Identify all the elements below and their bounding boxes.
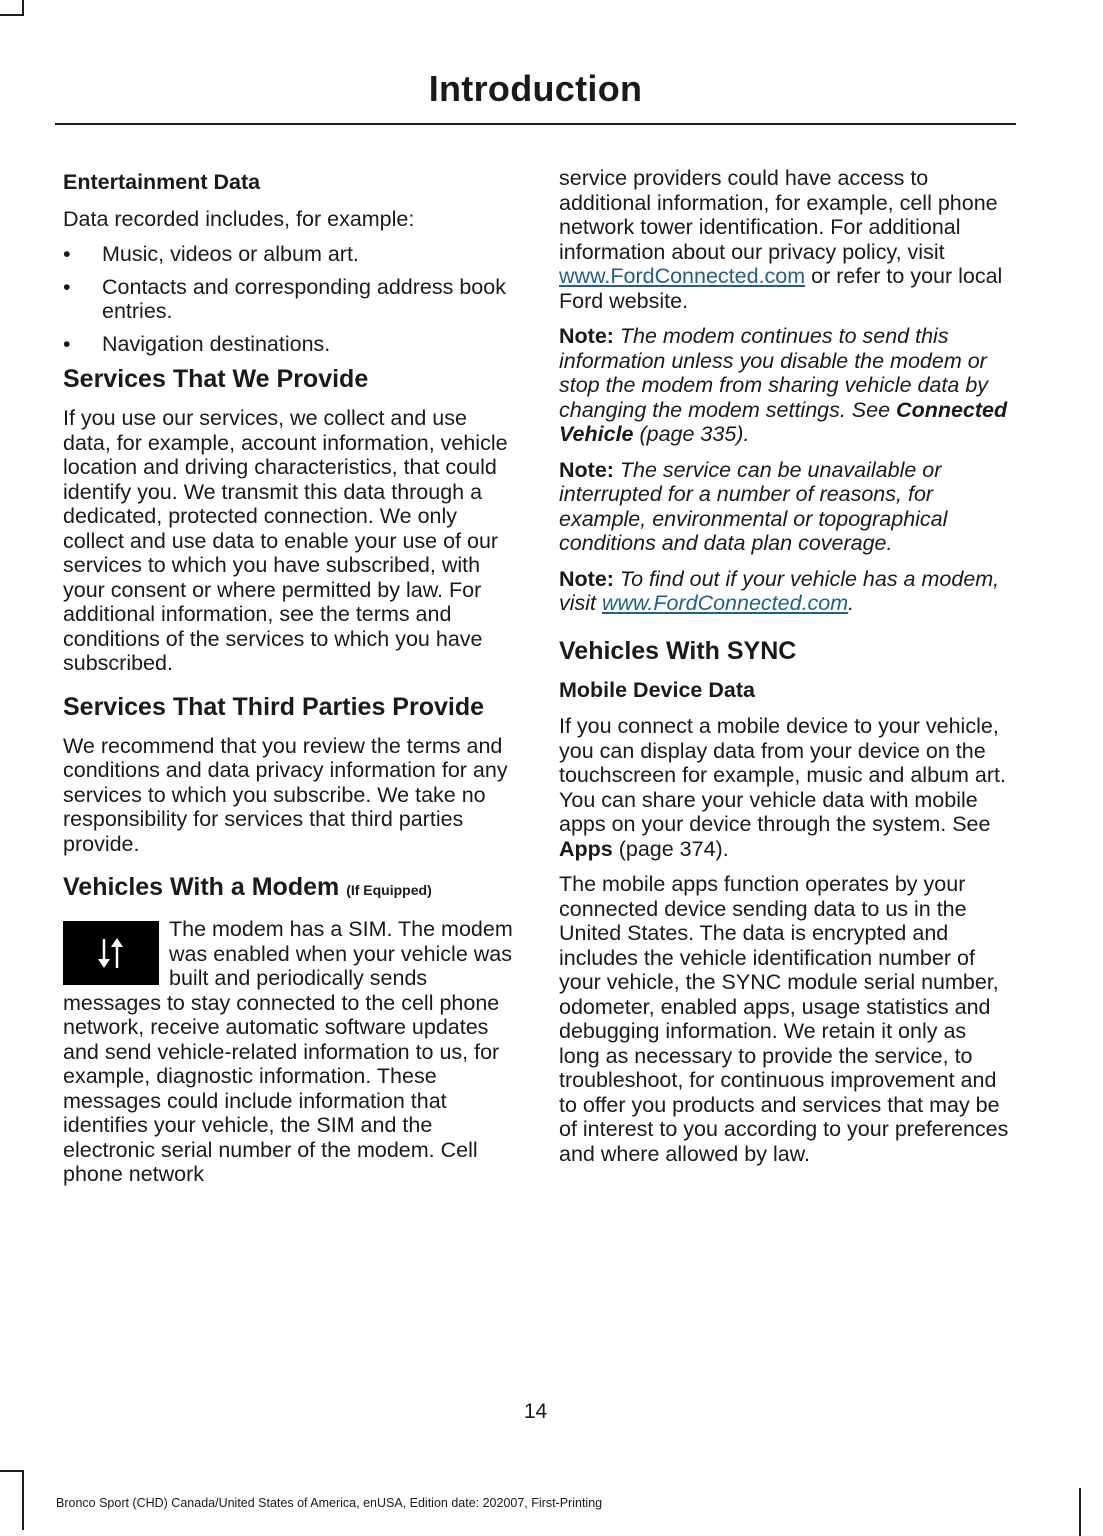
ford-connected-link[interactable]: www.FordConnected.com	[602, 591, 849, 615]
crop-mark-bottom-left-vertical	[22, 1470, 24, 1530]
ford-connected-link[interactable]: www.FordConnected.com	[559, 264, 806, 288]
note-modem-continues: Note: The modem continues to send this information unless you disable the modem or stop the modem from sharing vehicle data by changing the modem settings. See Connected Vehicle (page 335).	[559, 324, 1008, 446]
note-label: Note:	[559, 324, 614, 348]
entertainment-data-heading: Entertainment Data	[63, 170, 261, 194]
note-label: Note:	[559, 457, 614, 482]
crop-mark-bottom-left-horizontal	[0, 1470, 24, 1472]
page-number: 14	[523, 1400, 548, 1423]
title-divider	[55, 123, 1016, 125]
bullet-icon: •	[63, 242, 71, 266]
modem-body-continued: service providers could have access to additional information, for example, cell phone network tower identification. For additional information about our privacy policy, visit www.FordConnected.com or refer to your local Ford website.	[559, 166, 1003, 313]
third-parties-body: We recommend that you review the terms and conditions and data privacy information for any services to which you subscribe. We take no responsibility for services that third parties provide.	[63, 733, 508, 856]
entertainment-list	[63, 242, 515, 356]
mobile-device-para-2: The mobile apps function operates by your connected device sending data to us in the United States. The data is encrypted and includes the vehicle identification number of your vehicle, the SYNC module serial number, odometer, enabled apps, usage statistics and debugging information. We retain it only as long as necessary to provide the service, to troubleshoot, for continuous improvement and to offer you products and services that may be of interest to you according to your preferences and where allowed by law.	[559, 872, 1009, 1166]
note-find-modem: Note: To find out if your vehicle has a modem, visit www.FordConnected.com.	[559, 566, 1000, 615]
right-column	[559, 166, 1011, 1177]
note-service-unavailable: Note: The service can be unavailable or interrupted for a number of reasons, for example, environmental or topographical conditions and data plan coverage.	[559, 457, 948, 555]
page-title: Introduction	[428, 68, 643, 109]
list-item: • Music, videos or album art.	[63, 242, 359, 266]
list-item: • Navigation destinations.	[63, 331, 331, 356]
note-label: Note:	[559, 566, 614, 591]
vehicles-with-sync-heading: Vehicles With SYNC	[559, 636, 797, 665]
mobile-device-para-1: If you connect a mobile device to your vehicle, you can display data from your device on the touchscreen for example, music and album art. You can share your vehicle data with mobile apps on your device through the system. See Apps (page 374).	[559, 714, 1006, 861]
list-item: • Contacts and corresponding address book entries.	[63, 274, 506, 323]
apps-link[interactable]: Apps	[559, 836, 613, 861]
modem-section	[63, 917, 515, 1198]
services-we-provide-heading: Services That We Provide	[63, 365, 369, 393]
third-parties-heading: Services That Third Parties Provide	[63, 692, 484, 721]
crop-mark-bottom-right-vertical	[1079, 1488, 1081, 1536]
left-column	[63, 166, 515, 1198]
if-equipped-label: (If Equipped)	[346, 882, 432, 898]
bullet-icon: •	[63, 331, 71, 356]
crop-mark-top-left-horizontal	[0, 14, 24, 16]
modem-body: The modem has a SIM. The modem was enabled when your vehicle was built and periodically sends messages to stay connected to the cell phone network, receive automatic software updates and send vehicle-related information to us, for example, diagnostic information. These messages could include information that identifies your vehicle, the SIM and the electronic serial number of the modem. Cell phone network	[63, 917, 513, 1186]
modem-heading: Vehicles With a Modem (If Equipped)	[63, 873, 432, 901]
connected-vehicle-link[interactable]: Connected Vehicle	[559, 397, 1008, 446]
bullet-icon: •	[63, 274, 71, 299]
modem-data-transfer-icon	[63, 921, 159, 985]
mobile-device-data-heading: Mobile Device Data	[559, 677, 755, 702]
services-we-provide-body: If you use our services, we collect and use data, for example, account information, vehicle location and driving characteristics, that could identify you. We transmit this data through a dedicated, protected connection. We only collect and use data to enable your use of our services to which you have subscribed, with your consent or where permitted by law. For additional information, see the terms and conditions of the services to which you have subscribed.	[63, 406, 508, 675]
entertainment-intro: Data recorded includes, for example:	[63, 206, 415, 231]
footer-edition-info: Bronco Sport (CHD) Canada/United States of America, enUSA, Edition date: 202007, First-Printing	[56, 1496, 603, 1510]
